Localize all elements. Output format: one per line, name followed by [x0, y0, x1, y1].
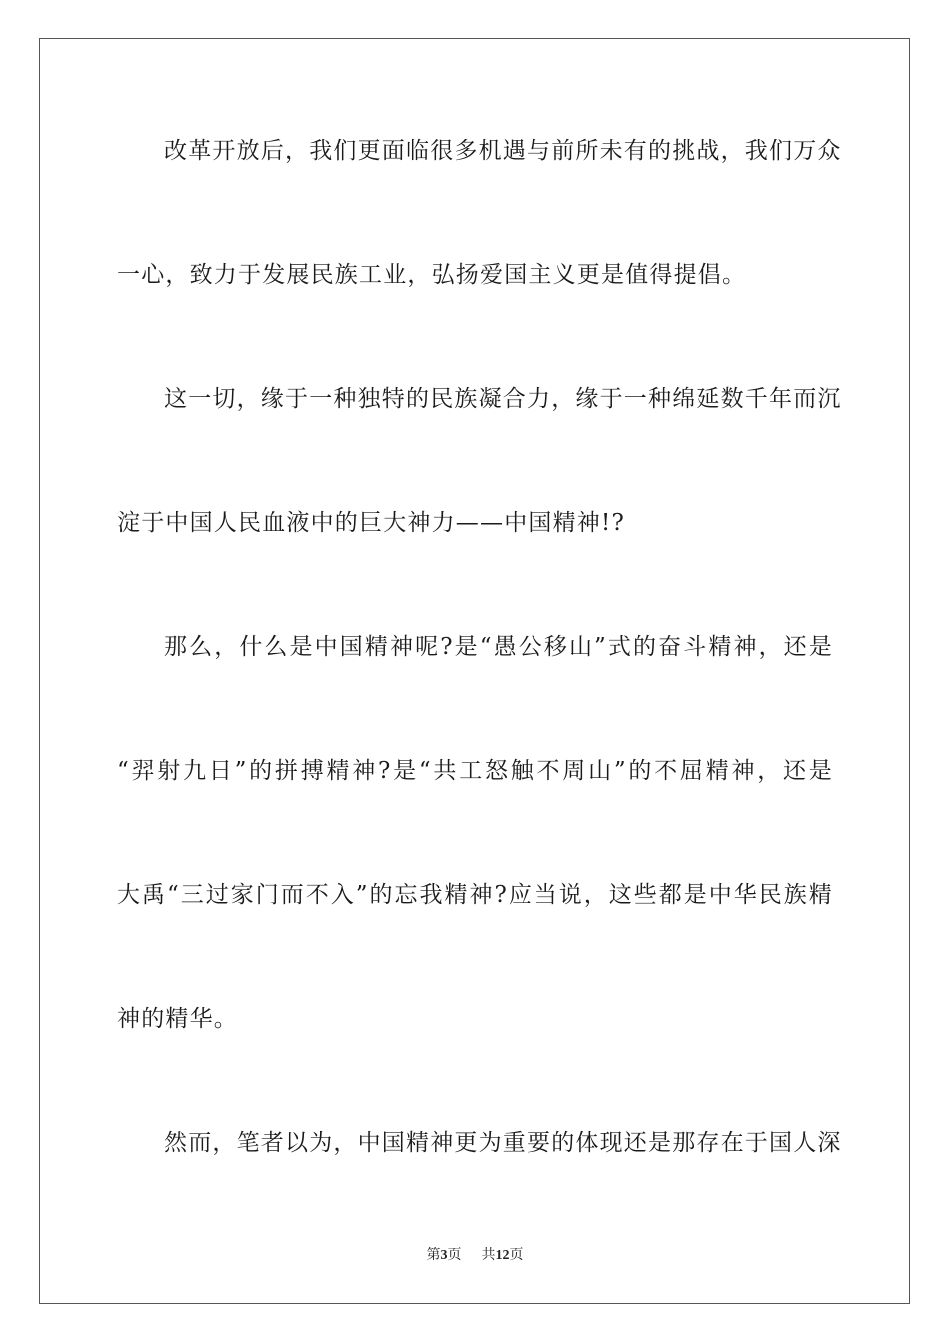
page-footer [0, 1246, 950, 1266]
page-border [39, 38, 910, 1304]
total-pages: 12 [495, 1248, 510, 1263]
paragraph-2-line-1: 这一切，缘于一种独特的民族凝合力，缘于一种绵延数千年而沉 [164, 386, 842, 412]
total-label-suffix: 页 [509, 1248, 524, 1263]
paragraph-3-line-1: 那么，什么是中国精神呢?是“愚公移山”式的奋斗精神，还是 [164, 634, 833, 660]
total-label-prefix: 共 [481, 1248, 496, 1263]
paragraph-3-line-2: “羿射九日”的拼搏精神?是“共工怒触不周山”的不屈精神，还是 [117, 758, 833, 784]
page-label-suffix: 页 [447, 1248, 462, 1263]
page-number: 3 [440, 1248, 448, 1263]
paragraph-1-line-2: 一心，致力于发展民族工业，弘扬爱国主义更是值得提倡。 [117, 262, 747, 288]
paragraph-2-line-2: 淀于中国人民血液中的巨大神力——中国精神!? [117, 510, 625, 536]
paragraph-4-line-1: 然而，笔者以为，中国精神更为重要的体现还是那存在于国人深 [164, 1130, 842, 1156]
paragraph-3-line-4: 神的精华。 [117, 1006, 238, 1032]
paragraph-1-line-1: 改革开放后，我们更面临很多机遇与前所未有的挑战，我们万众 [164, 138, 842, 164]
page-label-prefix: 第 [426, 1248, 441, 1263]
paragraph-3-line-3: 大禹“三过家门而不入”的忘我精神?应当说，这些都是中华民族精 [117, 882, 833, 908]
